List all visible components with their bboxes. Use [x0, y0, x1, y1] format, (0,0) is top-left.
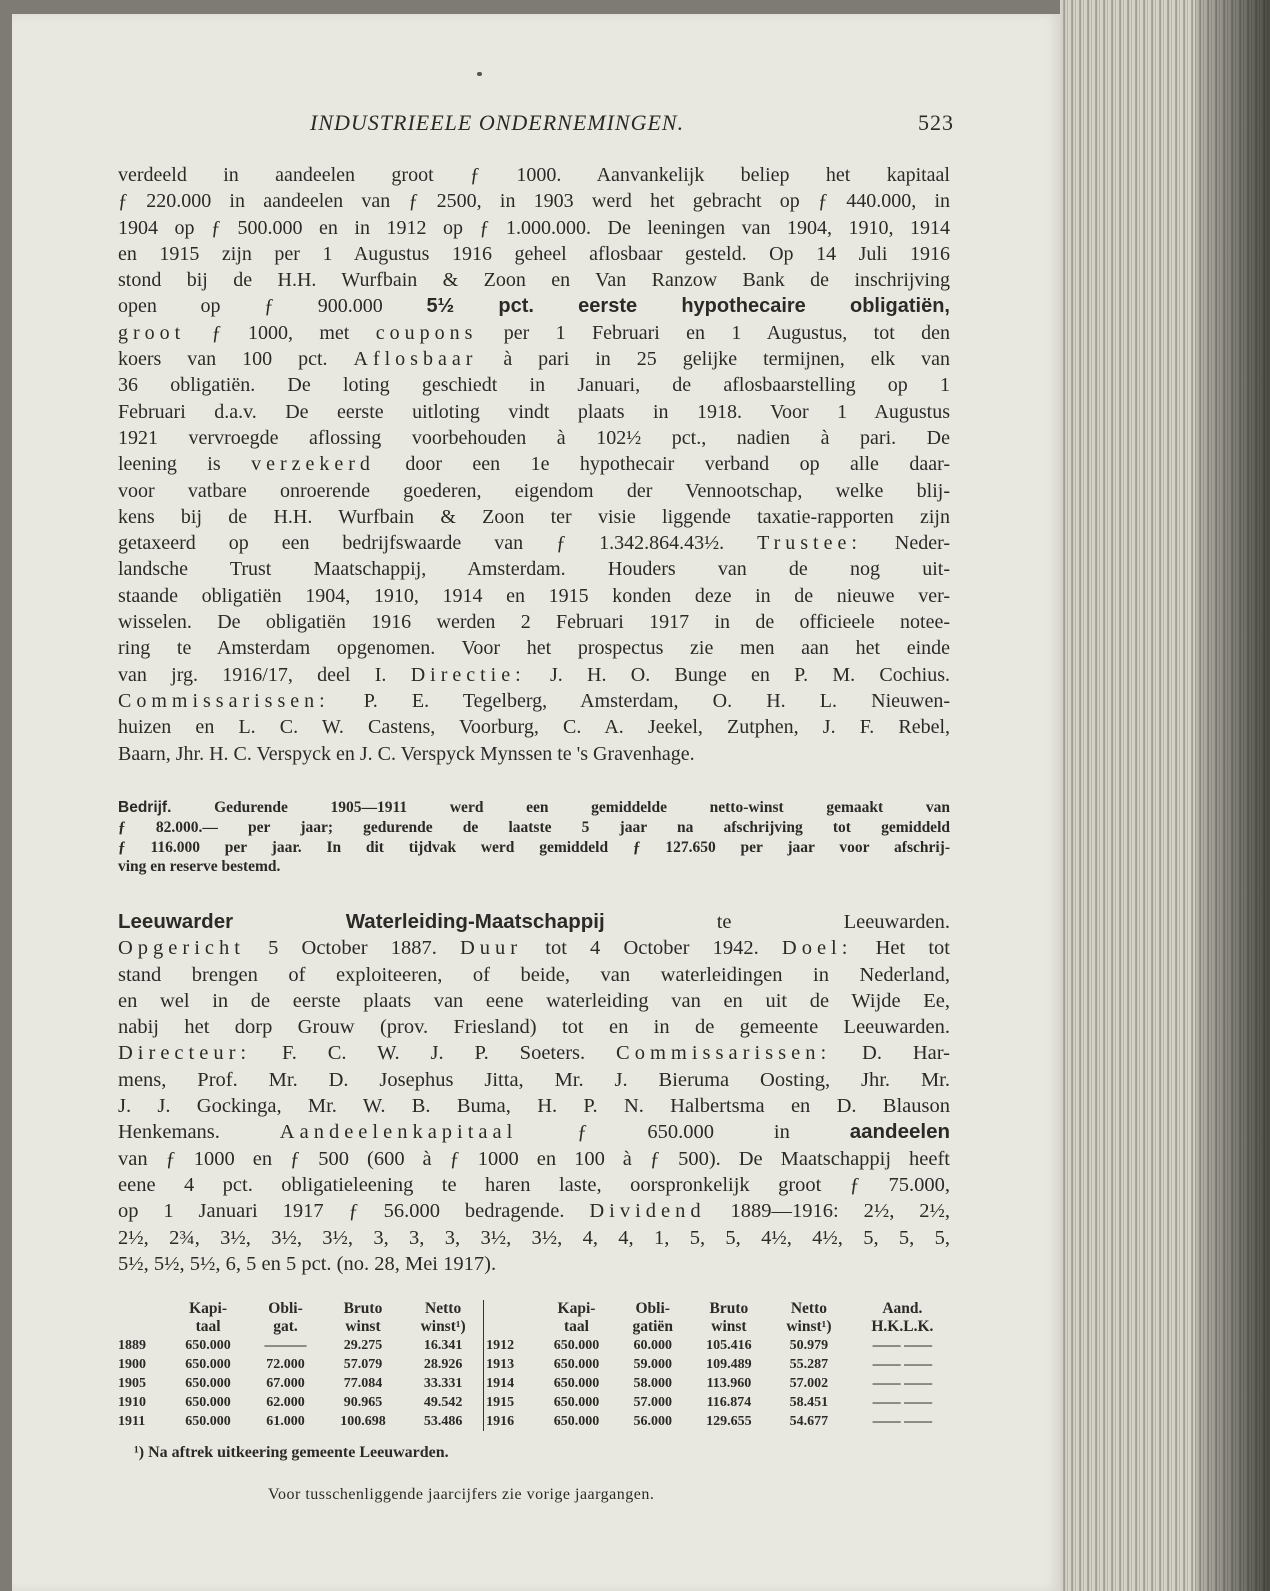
- spaced-emphasis: Directie:: [410, 663, 526, 686]
- column-header: Obli-: [635, 1300, 670, 1317]
- text-run: P. E. Tegelberg, Amsterdam, O. H. L. Nieuwen-: [329, 689, 950, 712]
- table-cell: 1900: [118, 1357, 146, 1372]
- column-header: gat.: [273, 1318, 298, 1335]
- spaced-emphasis: Duur: [459, 937, 523, 960]
- text-run: Baarn, Jhr. H. C. Verspyck en J. C. Verspyck Mynssen te 's Gravenhage.: [118, 742, 695, 765]
- table-cell: —— ——: [872, 1414, 933, 1429]
- table-cell: —— ——: [872, 1376, 933, 1391]
- table-cell: 113.960: [706, 1376, 752, 1391]
- text-run: ƒ 220.000 in aandeelen van ƒ 2500, in 1903 werd het gebracht op ƒ 440.000, in: [118, 190, 950, 213]
- text-line: [118, 1040, 950, 1066]
- text-line: [118, 1093, 950, 1119]
- text-run: tot 4 October 1942.: [522, 937, 782, 960]
- table-cell: 28.926: [423, 1357, 463, 1372]
- table-body: [116, 1336, 956, 1431]
- text-run: Gedurende 1905—1911 werd een gemiddelde netto-winst gemaakt van: [171, 799, 950, 816]
- table-cell: 100.698: [340, 1414, 386, 1429]
- text-run: 1889—1916: 2½, 2½,: [705, 1200, 951, 1223]
- column-header: [116, 1300, 168, 1318]
- text-run: open op ƒ 900.000: [118, 295, 427, 318]
- text-run: kens bij de H.H. Wurfbain & Zoon ter visie liggende taxatie-rapporten zijn: [118, 505, 950, 528]
- column-header: taal: [564, 1318, 589, 1335]
- text-line: [118, 741, 950, 767]
- spaced-emphasis: Doel:: [781, 937, 853, 960]
- spaced-emphasis: Commissarissen:: [616, 1042, 832, 1065]
- table-cell: 1905: [118, 1376, 146, 1391]
- column-header: Netto: [425, 1300, 462, 1317]
- column-header: [116, 1318, 168, 1336]
- table-cell: 650.000: [185, 1357, 231, 1372]
- table-cell: 109.489: [706, 1357, 752, 1372]
- text-run: 2½, 2¾, 3½, 3½, 3½, 3, 3, 3, 3½, 3½, 4, 4, 1, 5, 5, 4½, 4½, 5, 5, 5,: [118, 1226, 950, 1249]
- spaced-emphasis: groot: [118, 321, 186, 344]
- column-header: Obli-: [268, 1300, 303, 1317]
- table-row: [116, 1336, 956, 1355]
- page-number: 523: [918, 110, 954, 135]
- text-line: [118, 1067, 950, 1093]
- spaced-emphasis: Commissarissen:: [118, 689, 330, 712]
- text-run: verdeeld in aandeelen groot ƒ 1000. Aanvankelijk beliep het kapitaal: [118, 164, 950, 186]
- text-line: [118, 714, 950, 740]
- text-line: [118, 635, 950, 661]
- table-cell: 1914: [484, 1374, 537, 1393]
- table-cell: 650.000: [185, 1338, 231, 1353]
- text-run: 36 obligatiën. De loting geschiedt in Januari, de aflosbaarstelling op 1: [118, 374, 950, 397]
- text-run: D. Har-: [831, 1042, 950, 1065]
- text-run: voor vatbare onroerende goederen, eigendom der Vennootschap, welke blij-: [118, 479, 950, 502]
- spaced-emphasis: Dividend: [589, 1200, 706, 1223]
- table-row: [116, 1374, 956, 1393]
- text-line: [118, 504, 950, 530]
- ink-speck: [477, 72, 482, 76]
- text-run: stand brengen of exploiteeren, of beide, van waterleidingen in Nederland,: [118, 963, 950, 986]
- table-cell: —— ——: [872, 1338, 933, 1353]
- text-run: staande obligatiën 1904, 1910, 1914 en 1915 konden deze in de nieuwe ver-: [118, 584, 950, 607]
- bold-emphasis: Bedrijf.: [118, 799, 172, 816]
- table-cell: 650.000: [553, 1338, 600, 1353]
- table-cell: ———: [264, 1338, 307, 1353]
- text-run: mens, Prof. Mr. D. Josephus Jitta, Mr. J. Bieruma Oosting, Jhr. Mr.: [118, 1068, 950, 1091]
- text-line: [118, 1146, 950, 1172]
- leeuwarder-waterleiding-paragraph: [118, 909, 950, 1277]
- spaced-emphasis: Aandeelenkapitaal: [279, 1121, 518, 1144]
- table-cell: 56.000: [633, 1414, 672, 1429]
- text-run: ƒ 82.000.— per jaar; gedurende de laatste 5 jaar na afschrijving tot gemiddeld: [118, 818, 950, 836]
- column-header: Kapi-: [189, 1300, 227, 1317]
- text-line: [118, 609, 950, 635]
- table-cell: 650.000: [553, 1357, 600, 1372]
- text-run: 1904 op ƒ 500.000 en in 1912 op ƒ 1.000.000. De leeningen van 1904, 1910, 1914: [118, 216, 950, 239]
- table-cell: —— ——: [872, 1395, 933, 1410]
- column-header: gatiën: [632, 1318, 673, 1335]
- table-cell: 1911: [118, 1414, 146, 1429]
- table-cell: 58.451: [789, 1395, 829, 1410]
- text-run: ƒ 650.000 in: [517, 1121, 850, 1144]
- text-line: [118, 162, 950, 188]
- text-line: [118, 1225, 950, 1251]
- table-cell: 53.486: [423, 1414, 463, 1429]
- book-edge-shadow: [1195, 0, 1270, 1591]
- table-cell: 61.000: [266, 1414, 305, 1429]
- table-cell: 55.287: [789, 1357, 829, 1372]
- table-cell: 650.000: [553, 1376, 600, 1391]
- table-cell: 50.979: [789, 1338, 829, 1353]
- table-cell: 60.000: [633, 1338, 672, 1353]
- table-cell: 57.000: [633, 1395, 672, 1410]
- table-cell: 1889: [118, 1338, 146, 1353]
- column-header: winst¹): [786, 1318, 832, 1335]
- column-header: Netto: [790, 1300, 827, 1317]
- text-run: nabij het dorp Grouw (prov. Friesland) tot en in de gemeente Leeuwarden.: [118, 1016, 950, 1039]
- text-line: [118, 935, 950, 961]
- table-cell: 105.416: [706, 1338, 752, 1353]
- table-cell: 116.874: [706, 1395, 752, 1410]
- column-header: Aand.: [882, 1300, 923, 1317]
- text-line: [118, 688, 950, 714]
- text-run: Henkemans.: [118, 1121, 280, 1144]
- column-header: winst: [711, 1318, 747, 1335]
- company-description-paragraph: [118, 162, 950, 767]
- text-run: en 1915 zijn per 1 Augustus 1916 geheel aflosbaar gesteld. Op 14 Juli 1916: [118, 242, 950, 265]
- text-line: [118, 1251, 950, 1277]
- table-row: [116, 1355, 956, 1374]
- text-line: [118, 962, 950, 988]
- text-line: [118, 909, 950, 935]
- table-cell: 49.542: [423, 1395, 463, 1410]
- text-run: op 1 Januari 1917 ƒ 56.000 bedragende.: [118, 1200, 590, 1223]
- text-run: te Leeuwarden.: [604, 911, 950, 933]
- column-header: [484, 1300, 537, 1318]
- text-line: [118, 838, 950, 858]
- text-run: F. C. W. J. P. Soeters.: [251, 1042, 617, 1065]
- text-run: à pari in 25 gelijke termijnen, elk van: [477, 348, 950, 371]
- bold-emphasis: Leeuwarder Waterleiding-Maatschappij: [118, 910, 605, 933]
- spaced-emphasis: Aflosbaar: [353, 348, 478, 371]
- text-line: [118, 478, 950, 504]
- text-run: koers van 100 pct.: [118, 348, 354, 371]
- text-run: Februari d.a.v. De eerste uitloting vindt plaats in 1918. Voor 1 Augustus: [118, 400, 950, 423]
- running-title: INDUSTRIEELE ONDERNEMINGEN.: [310, 110, 685, 135]
- text-run: getaxeerd op een bedrijfswaarde van ƒ 1.342.864.43½.: [118, 532, 758, 555]
- table-cell: 1913: [484, 1355, 537, 1374]
- text-line: [118, 425, 950, 451]
- text-run: J. J. Gockinga, Mr. W. B. Buma, H. P. N. Halbertsma en D. Blauson: [118, 1095, 950, 1118]
- column-header: [484, 1318, 537, 1336]
- text-line: [118, 1119, 950, 1145]
- table-cell: 650.000: [553, 1414, 600, 1429]
- column-header: winst¹): [420, 1318, 466, 1335]
- table-header-row-1: [116, 1300, 956, 1318]
- text-line: [118, 1172, 950, 1198]
- text-run: 1921 vervroegde aflossing voorbehouden à 102½ pct., nadien à pari. De: [118, 426, 950, 449]
- spaced-emphasis: Opgericht: [118, 937, 245, 960]
- table-cell: 650.000: [553, 1395, 600, 1410]
- table-cell: 72.000: [266, 1357, 305, 1372]
- table-cell: 129.655: [706, 1414, 752, 1429]
- bold-emphasis: 5½ pct. eerste hypothecaire obligatiën,: [426, 295, 950, 318]
- text-line: [118, 583, 950, 609]
- text-run: landsche Trust Maatschappij, Amsterdam. Houders van de nog uit-: [118, 558, 950, 581]
- text-line: [118, 988, 950, 1014]
- financial-table: [116, 1300, 956, 1431]
- text-line: [118, 530, 950, 556]
- text-run: J. H. O. Bunge en P. M. Cochius.: [525, 663, 950, 686]
- text-line: [118, 556, 950, 582]
- table-header-row-2: [116, 1318, 956, 1336]
- closing-note: Voor tusschenliggende jaarcijfers zie vorige jaargangen.: [268, 1486, 655, 1503]
- table-cell: 77.084: [343, 1376, 383, 1391]
- text-run: leening is: [118, 453, 252, 476]
- spaced-emphasis: Trustee:: [757, 532, 862, 555]
- spaced-emphasis: Directeur:: [118, 1042, 252, 1065]
- text-line: [118, 857, 950, 877]
- text-line: [118, 1198, 950, 1224]
- table-cell: 650.000: [185, 1414, 231, 1429]
- text-run: van jrg. 1916/17, deel I.: [118, 663, 411, 686]
- spaced-emphasis: coupons: [375, 321, 478, 344]
- text-line: [118, 267, 950, 293]
- text-run: Neder-: [861, 532, 950, 555]
- column-header: winst: [345, 1318, 381, 1335]
- text-line: [118, 399, 950, 425]
- table-cell: 650.000: [185, 1376, 231, 1391]
- text-run: ring te Amsterdam opgenomen. Voor het prospectus zie men aan het einde: [118, 637, 950, 660]
- table-cell: 29.275: [343, 1338, 383, 1353]
- text-run: ƒ 1000, met: [185, 321, 376, 344]
- text-run: ving en reserve bestemd.: [118, 858, 281, 876]
- text-line: [118, 451, 950, 477]
- text-line: [118, 1014, 950, 1040]
- table-row: [116, 1393, 956, 1412]
- bold-emphasis: aandeelen: [849, 1120, 950, 1144]
- table-cell: 67.000: [266, 1376, 305, 1391]
- text-run: van ƒ 1000 en ƒ 500 (600 à ƒ 1000 en 100 à ƒ 500). De Maatschappij heeft: [118, 1147, 950, 1170]
- table-cell: 1915: [484, 1393, 537, 1412]
- table-cell: 62.000: [266, 1395, 305, 1410]
- text-run: en wel in de eerste plaats van eene waterleiding van en uit de Wijde Ee,: [118, 989, 950, 1012]
- table-cell: 1916: [484, 1412, 537, 1431]
- text-line: [118, 372, 950, 398]
- text-line: [118, 346, 950, 372]
- table-footnote: ¹) Na aftrek uitkeering gemeente Leeuwarden.: [134, 1444, 449, 1461]
- table-cell: 57.002: [789, 1376, 829, 1391]
- table-cell: 1912: [484, 1336, 537, 1355]
- bedrijf-paragraph: [118, 798, 950, 877]
- table-row: [116, 1412, 956, 1431]
- text-line: [118, 662, 950, 688]
- table-cell: 16.341: [423, 1338, 463, 1353]
- table-cell: 57.079: [343, 1357, 383, 1372]
- text-line: [118, 241, 950, 267]
- text-run: 5½, 5½, 5½, 6, 5 en 5 pct. (no. 28, Mei 1917).: [118, 1252, 497, 1275]
- text-line: [118, 188, 950, 214]
- text-run: per 1 Februari en 1 Augustus, tot den: [477, 321, 951, 344]
- table-cell: 59.000: [633, 1357, 672, 1372]
- table-cell: 1910: [118, 1395, 146, 1410]
- text-run: ƒ 116.000 per jaar. In dit tijdvak werd gemiddeld ƒ 127.650 per jaar voor afschrij-: [118, 838, 950, 856]
- column-header: Bruto: [343, 1300, 383, 1317]
- column-header: Kapi-: [557, 1300, 596, 1317]
- table-cell: 90.965: [343, 1395, 383, 1410]
- column-header: taal: [195, 1318, 221, 1335]
- text-line: [118, 320, 950, 346]
- text-run: huizen en L. C. W. Castens, Voorburg, C. A. Jeekel, Zutphen, J. F. Rebel,: [118, 716, 950, 739]
- table-cell: 54.677: [789, 1414, 829, 1429]
- column-header: Bruto: [709, 1300, 749, 1317]
- text-run: stond bij de H.H. Wurfbain & Zoon en Van Ranzow Bank de inschrijving: [118, 269, 950, 292]
- text-line: [118, 798, 950, 818]
- text-line: [118, 293, 950, 319]
- table-cell: —— ——: [872, 1357, 933, 1372]
- text-run: wisselen. De obligatiën 1916 werden 2 Februari 1917 in de officieele notee-: [118, 611, 950, 634]
- text-run: door een 1e hypothecair verband op alle daar-: [374, 453, 950, 476]
- text-run: 5 October 1887.: [244, 937, 460, 960]
- spaced-emphasis: verzekerd: [251, 453, 375, 476]
- text-line: [118, 215, 950, 241]
- text-run: eene 4 pct. obligatieleening te haren laste, oorspronkelijk groot ƒ 75.000,: [118, 1173, 950, 1196]
- text-line: [118, 818, 950, 838]
- table-cell: 58.000: [633, 1376, 672, 1391]
- text-run: Het tot: [852, 937, 950, 960]
- table-cell: 33.331: [423, 1376, 463, 1391]
- column-header: H.K.L.K.: [871, 1318, 934, 1335]
- table-cell: 650.000: [185, 1395, 231, 1410]
